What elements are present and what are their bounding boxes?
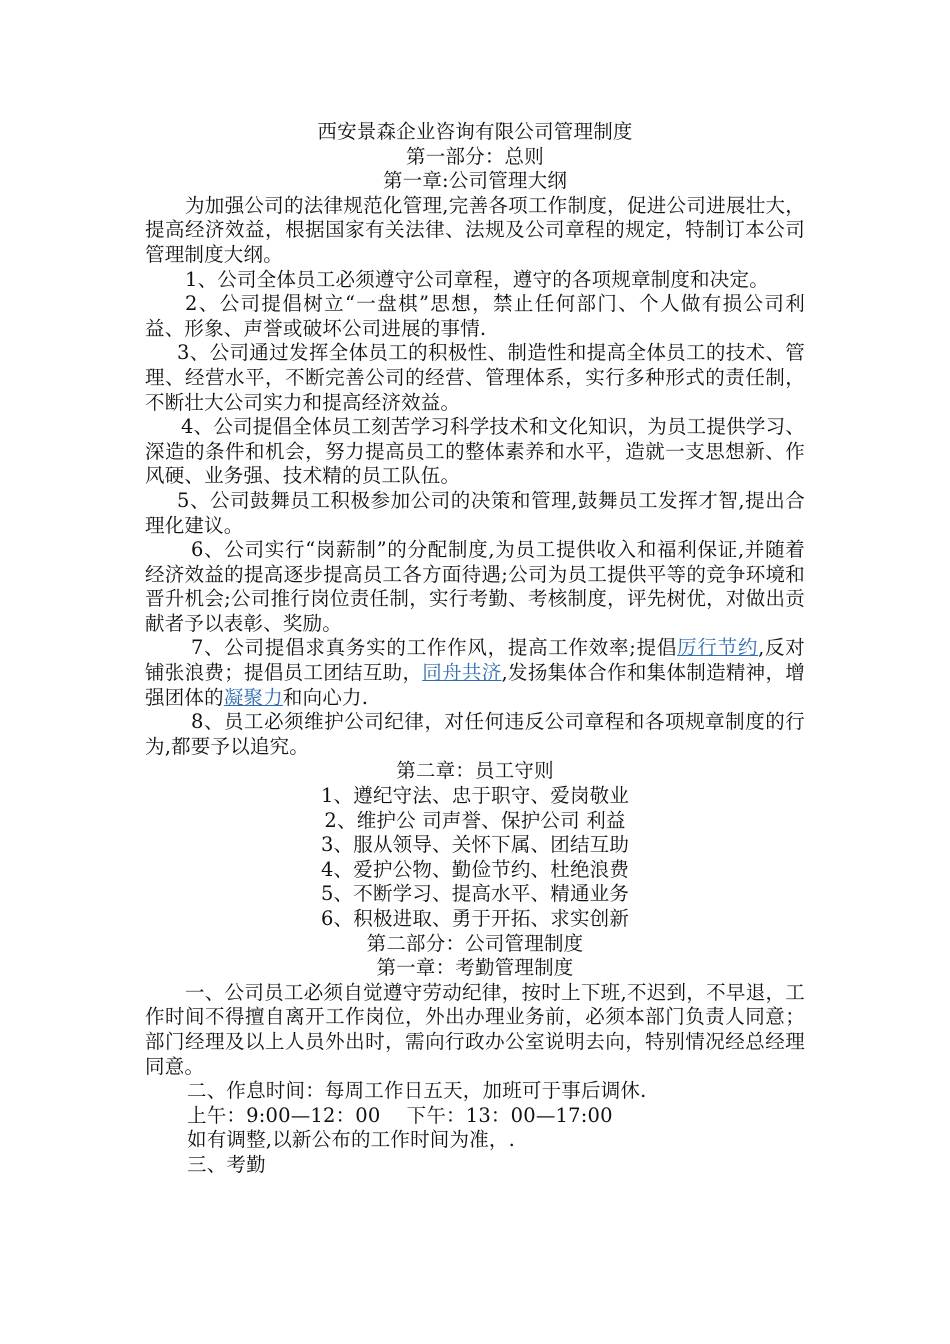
chapter2-title: 第二章：员工守则 <box>396 759 554 783</box>
work-hours: 上午：9:00—12：00 下午：13：00—17:00 <box>187 1103 613 1127</box>
attendance-paragraph-5: 三、考勤 <box>187 1152 266 1176</box>
document-title: 西安景森企业咨询有限公司管理制度 <box>317 120 633 143</box>
item-1: 1、公司全体员工必须遵守公司章程，遵守的各项规章制度和决定。 <box>185 267 769 291</box>
item-7-text-c: ,发扬集体合作和集体制造精神，增强团体的 <box>145 661 805 709</box>
document-page <box>145 120 805 1178</box>
item-6: 6、公司实行“岗薪制”的分配制度,为员工提供收入和福利保证,并随着经济效益的提高逐步提高员工各方面待遇;公司为员工提供平等的竞争环境和晋升机会;公司推行岗位责任制，实行考勤、考核制度，评先树优，对做出贡献者予以表彰、奖励。 <box>145 538 805 635</box>
item-7-text-a: 7、公司提倡求真务实的工作作风，提高工作效率;提倡 <box>191 636 678 660</box>
attendance-paragraph-2: 二、作息时间：每周工作日五天，加班可于事后调休. <box>187 1079 647 1103</box>
rule-6: 6、积极进取、勇于开拓、求实创新 <box>320 907 630 930</box>
rule-4: 4、爱护公物、勤俭节约、杜绝浪费 <box>320 857 630 881</box>
rule-5: 5、不断学习、提高水平、精通业务 <box>320 882 630 906</box>
link-frugality[interactable]: 厉行节约 <box>677 636 759 660</box>
part1-title: 第一部分：总则 <box>406 144 544 168</box>
item-7 <box>145 636 805 710</box>
item-7-text-d: 和向心力. <box>282 685 369 709</box>
item-5: 5、公司鼓舞员工积极参加公司的决策和管理,鼓舞员工发挥才智,提出合理化建议。 <box>145 488 805 537</box>
attendance-paragraph-4: 如有调整,以新公布的工作时间为准，. <box>187 1128 515 1152</box>
link-solidarity[interactable]: 同舟共济 <box>422 661 502 685</box>
chapter1-title: 第一章:公司管理大纲 <box>382 169 568 193</box>
item-8: 8、员工必须维护公司纪律，对任何违反公司章程和各项规章制度的行为,都要予以追究。 <box>145 710 805 758</box>
item-2: 2、公司提倡树立“一盘棋”思想，禁止任何部门、个人做有损公司利益、形象、声誉或破坏公司进展的事情. <box>145 292 805 340</box>
part2-title: 第二部分：公司管理制度 <box>366 931 584 955</box>
attendance-paragraph-1: 一、公司员工必须自觉遵守劳动纪律，按时上下班,不迟到，不早退，工作时间不得擅自离开工作岗位，外出办理业务前，必须本部门负责人同意；部门经理及以上人员外出时，需向行政办公室说明去向，特别情况经总经理同意。 <box>145 980 805 1078</box>
part2-chapter1-title: 第一章：考勤管理制度 <box>376 956 574 980</box>
rule-3: 3、服从领导、关怀下属、团结互助 <box>320 833 630 857</box>
link-cohesion[interactable]: 凝聚力 <box>223 685 283 709</box>
item-7-text-b: ,反对铺张浪费；提倡员工团结互助， <box>145 636 805 685</box>
intro-paragraph: 为加强公司的法律规范化管理,完善各项工作制度，促进公司进展壮大，提高经济效益，根据国家有关法律、法规及公司章程的规定，特制订本公司管理制度大纲。 <box>145 193 805 266</box>
item-4: 4、公司提倡全体员工刻苦学习科学技术和文化知识，为员工提供学习、深造的条件和机会，努力提高员工的整体素养和水平，造就一支思想新、作风硬、业务强、技术精的员工队伍。 <box>145 415 805 488</box>
item-3: 3、公司通过发挥全体员工的积极性、制造性和提高全体员工的技术、管理、经营水平，不断完善公司的经营、管理体系，实行多种形式的责任制，不断壮大公司实力和提高经济效益。 <box>145 341 805 414</box>
rule-2: 2、维护公 司声誉、保护公司 利益 <box>324 808 626 832</box>
rule-1: 1、遵纪守法、忠于职守、爱岗敬业 <box>320 784 630 808</box>
